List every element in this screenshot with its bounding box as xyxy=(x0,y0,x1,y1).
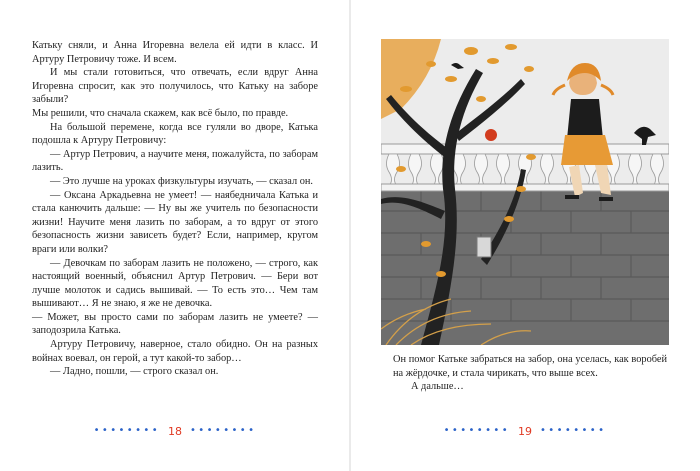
paragraph: Мы решили, что сначала скажем, как всё было, по правде. xyxy=(32,107,289,119)
folio-dots-left: •••••••• xyxy=(93,425,160,436)
page-number-left: 18 xyxy=(168,424,182,438)
paragraph: Катьку сняли, и Анна Игоревна велела ей идти в класс. И Артуру Петровичу тоже. И всем. xyxy=(32,40,318,65)
paragraph: — Артур Петрович, а научите меня, пожалуйста, по заборам лазить. xyxy=(32,148,318,174)
illustration-girl-on-fence xyxy=(381,39,669,345)
page-number-right: 19 xyxy=(518,424,532,438)
paragraph: А дальше… xyxy=(411,381,464,393)
paragraph: На большой перемене, когда все гуляли во дворе, Катька подошла к Артуру Петровичу: xyxy=(32,121,318,147)
paragraph: И мы стали готовиться, что отвечать, если вдруг Анна Игоревна спросит, как это получилось, что Катьку на заборе забыли? xyxy=(32,67,318,106)
right-page-text xyxy=(393,353,667,394)
paragraph: Он помог Катьке забраться на забор, она уселась, как воробей на жёрдочке, и стала чирикать, что выше всех. xyxy=(393,354,667,379)
folio-dots-left: •••••••• xyxy=(443,425,510,436)
paragraph: — Ладно, пошли, — строго сказал он. xyxy=(50,366,219,378)
paragraph: — Девочкам по заборам лазить не положено, — строго, как настоящий военный, объяснил Артур Петрович. — Бери вот лучше молоток и садись вышивай. — То есть это… Чем там вышивают… Я не знаю, я же не девочка. xyxy=(32,257,318,310)
left-page-text xyxy=(32,39,318,379)
paragraph: — Оксана Аркадьевна не умеет! — наябедничала Катька и стала канючить дальше: — Ну вы же учитель по безопасности жизни! Научите меня лазить по заборам, а то вдруг от этого безопасность жизни зависеть будет? Если, например, кругом враги или волки? xyxy=(32,189,318,255)
paragraph: — Это лучше на уроках физкультуры изучать, — сказал он. xyxy=(50,175,313,187)
illustration xyxy=(381,39,669,345)
folio-dots-right: •••••••• xyxy=(540,425,607,436)
folio-dots-right: •••••••• xyxy=(190,425,257,436)
right-folio xyxy=(350,421,700,441)
left-folio xyxy=(0,421,350,441)
paragraph: — Может, вы просто сами по заборам лазить не умеете? — заподозрила Катька. xyxy=(32,311,318,337)
paragraph: Артуру Петровичу, наверное, стало обидно. Он на разных войнах воевал, он герой, а тут какой-то забор… xyxy=(32,339,318,364)
